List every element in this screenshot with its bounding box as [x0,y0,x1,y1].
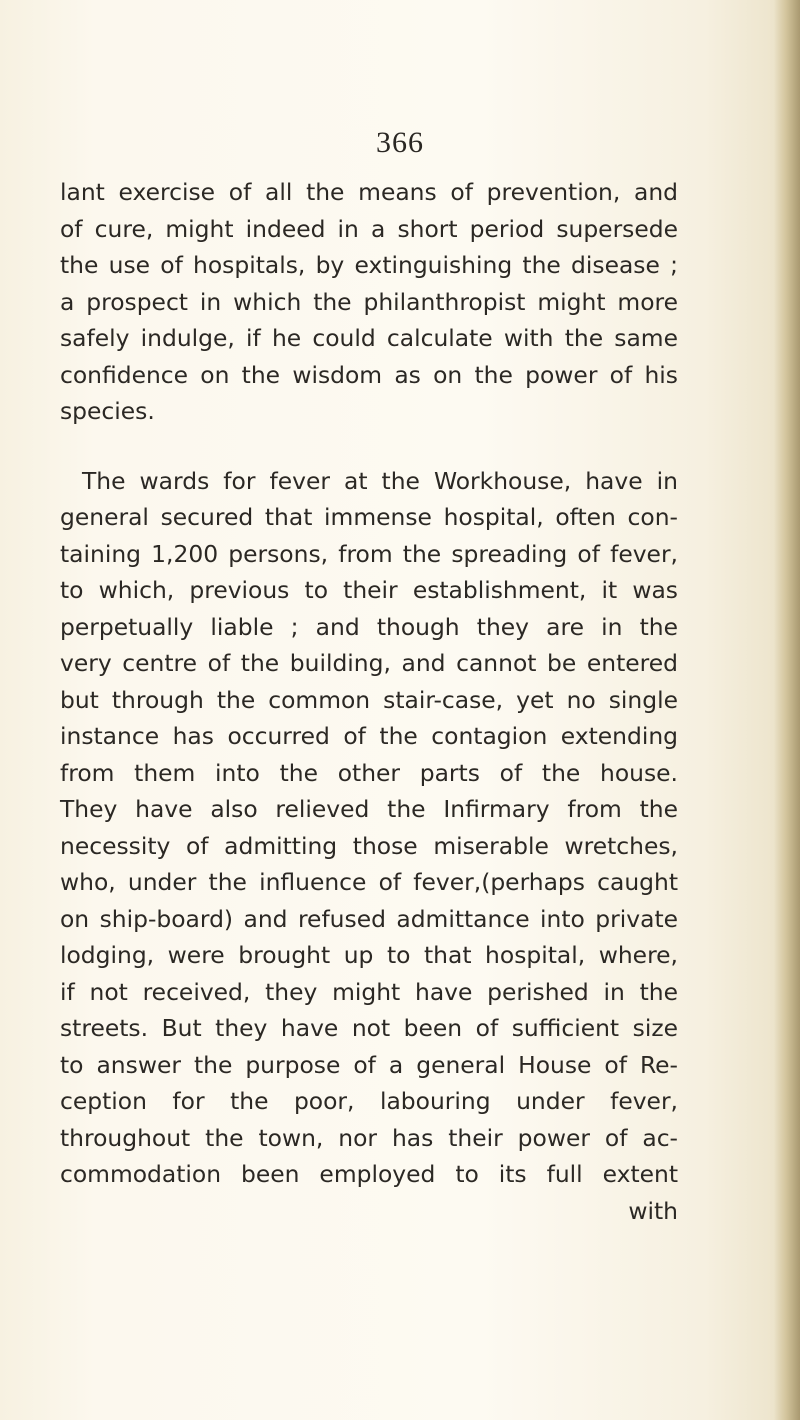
paragraph-1 [60,174,678,430]
text-line: The wards for fever at the Workhouse, have in [82,466,678,495]
text-line: to answer the purpose of a general House of Re- [60,1050,678,1079]
text-line: on ship-board) and refused admittance into private [60,904,678,933]
text-line: They have also relieved the Infirmary from the [60,795,678,823]
text-line: ception for the poor, labouring under fever, [60,1087,678,1115]
text-line: lodging, were brought up to that hospital, where, [60,941,678,969]
text-line: if not received, they might have perished in the [60,977,678,1006]
text-line: taining 1,200 persons, from the spreading of fever, [60,539,678,568]
paragraph-gap [60,430,678,463]
page-edge-shadow [774,0,800,1420]
text-line: streets. But they have not been of sufficient size [60,1014,678,1042]
body-text [60,174,678,1229]
text-line: of cure, might indeed in a short period supersede [60,214,678,243]
text-line: perpetually liable ; and though they are in the [60,612,678,641]
text-line: from them into the other parts of the house. [60,758,678,787]
paragraph-2 [60,463,678,1193]
text-line: commodation been employed to its full extent [60,1160,678,1188]
text-line: instance has occurred of the contagion extending [60,722,678,750]
text-line: to which, previous to their establishment, it was [60,576,678,604]
text-line: the use of hospitals, by extinguishing the disease ; [60,251,678,279]
text-line: throughout the town, nor has their power of ac- [60,1123,678,1152]
text-line: very centre of the building, and cannot be entered [60,649,678,677]
text-line: but through the common stair-case, yet no single [60,685,678,714]
text-line: safely indulge, if he could calculate with the same [60,324,678,352]
catchword: with [628,1196,678,1225]
text-line: a prospect in which the philanthropist might more [60,287,678,316]
text-line: species. [60,397,155,425]
page-number: 366 [376,126,424,159]
text-line: confidence on the wisdom as on the power of his [60,360,678,389]
text-line: who, under the influence of fever,(perhaps caught [60,868,678,896]
text-line: general secured that immense hospital, often con- [60,503,678,531]
text-line: necessity of admitting those miserable wretches, [60,831,678,860]
text-line: lant exercise of all the means of prevention, and [60,178,678,206]
